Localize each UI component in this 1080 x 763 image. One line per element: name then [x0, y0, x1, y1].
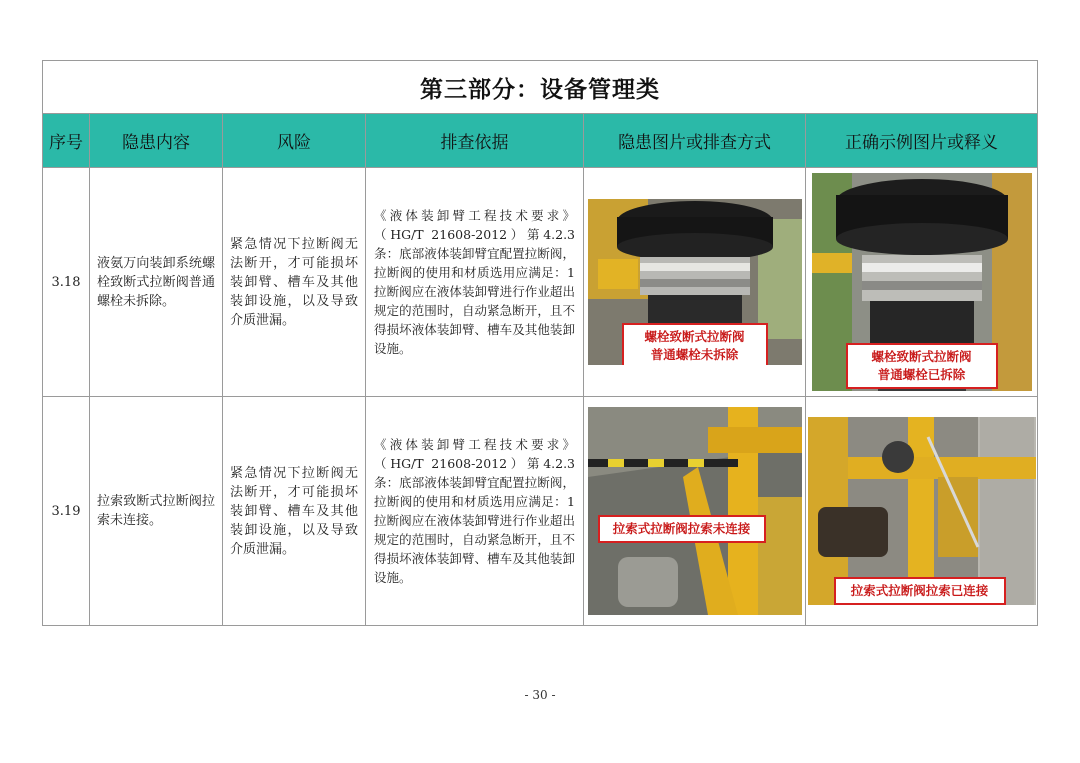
row-number: 3.18 [43, 168, 90, 397]
photo-valve-bolt-correct [812, 173, 1032, 391]
correct-photo-caption: 拉索式拉断阀拉索已连接 [834, 577, 1006, 605]
inspection-basis: 《液体装卸臂工程技术要求》（HG/T 21608-2012）第4.2.3条：底部液体装卸臂宜配置拉断阀，拉断阀的使用和材质选用应满足：1 拉断阀应在液体装卸臂进行作业超出规定的范围时，自动紧急断开，且不得损坏液体装卸臂、槽车及其他装卸设施。 [366, 168, 584, 397]
hazard-description: 液氨万向装卸系统螺栓致断式拉断阀普通螺栓未拆除。 [90, 168, 223, 397]
photo-valve-cable-hazard [588, 407, 802, 615]
correct-photo-caption: 螺栓致断式拉断阀 普通螺栓已拆除 [846, 343, 998, 389]
risk-description: 紧急情况下拉断阀无法断开，才可能损坏装卸臂、槽车及其他装卸设施，以及导致介质泄漏。 [223, 168, 366, 397]
inspection-basis: 《液体装卸臂工程技术要求》（HG/T 21608-2012）第4.2.3条：底部液体装卸臂宜配置拉断阀，拉断阀的使用和材质选用应满足：1 拉断阀应在液体装卸臂进行作业超出规定的范围时，自动紧急断开，且不得损坏液体装卸臂、槽车及其他装卸设施。 [366, 397, 584, 626]
table-row [43, 168, 1038, 397]
hazard-description: 拉索致断式拉断阀拉索未连接。 [90, 397, 223, 626]
photo-valve-bolt-hazard [588, 199, 802, 365]
photo-valve-cable-correct [808, 417, 1036, 605]
column-header: 序号 [43, 114, 90, 168]
hazard-photo-caption: 拉索式拉断阀拉索未连接 [598, 515, 766, 543]
column-header: 风险 [223, 114, 366, 168]
hazard-table [42, 60, 1038, 626]
table-row [43, 397, 1038, 626]
hazard-photo-caption: 螺栓致断式拉断阀 普通螺栓未拆除 [622, 323, 768, 365]
table-header-row [43, 114, 1038, 168]
column-header: 隐患内容 [90, 114, 223, 168]
column-header: 隐患图片或排查方式 [584, 114, 806, 168]
page-title: 第三部分：设备管理类 [43, 61, 1038, 114]
row-number: 3.19 [43, 397, 90, 626]
column-header: 排查依据 [366, 114, 584, 168]
page-number: - 30 - [524, 688, 556, 702]
risk-description: 紧急情况下拉断阀无法断开，才可能损坏装卸臂、槽车及其他装卸设施，以及导致介质泄漏。 [223, 397, 366, 626]
column-header: 正确示例图片或释义 [806, 114, 1038, 168]
